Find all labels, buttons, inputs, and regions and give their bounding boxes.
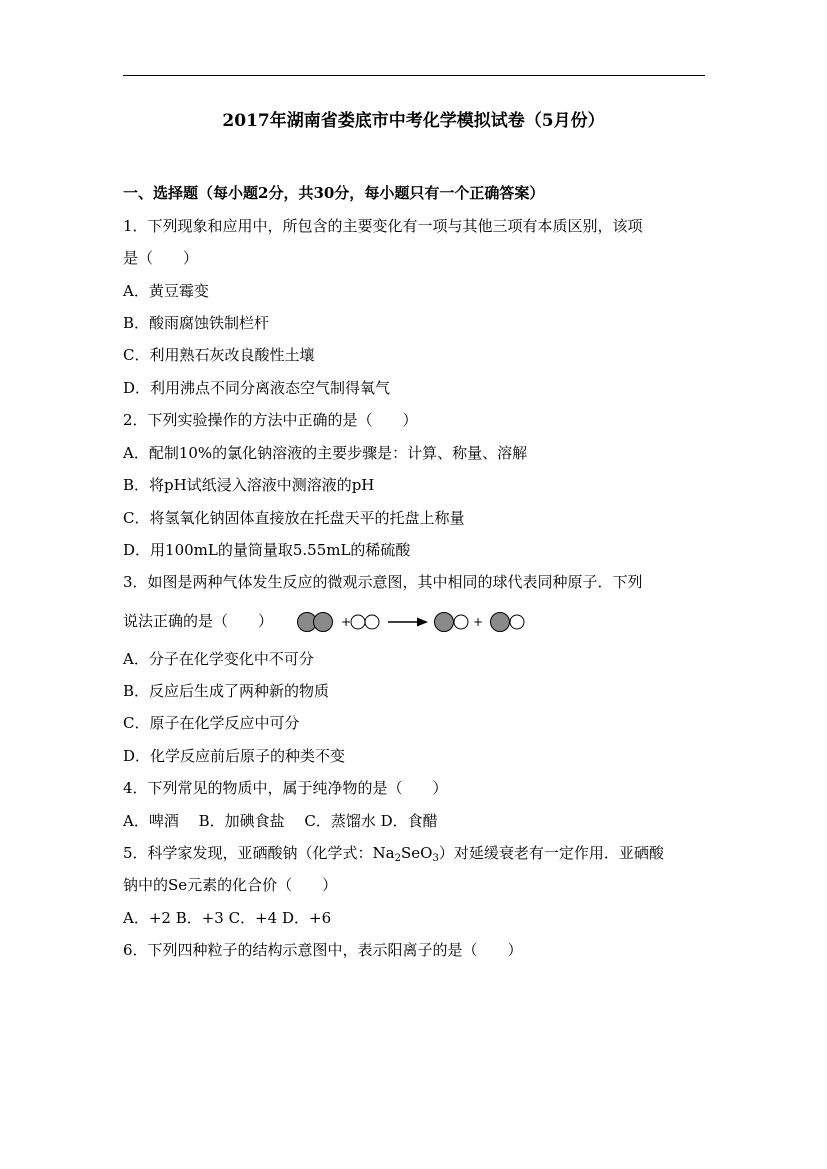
- reaction-diagram: [296, 611, 528, 633]
- product1-atom-white: [454, 615, 468, 629]
- q5-subscript-2: 3: [432, 853, 439, 864]
- page-title: 2017年湖南省娄底市中考化学模拟试卷（5月份）: [222, 111, 605, 131]
- q2-stem: 2．下列实验操作的方法中正确的是（ ）: [123, 411, 418, 429]
- q3-option-d: D．化学反应前后原子的种类不变: [123, 747, 346, 765]
- q4-options: A．啤酒 B．加碘食盐 C．蒸馏水 D．食醋: [123, 812, 438, 830]
- q5-subscript-1: 2: [394, 853, 401, 864]
- q3-stem-line1: 3．如图是两种气体发生反应的微观示意图，其中相同的球代表同种原子．下列: [123, 573, 643, 591]
- q1-option-c: C．利用熟石灰改良酸性土壤: [123, 346, 315, 364]
- reactant2-atom1: [351, 615, 365, 629]
- q1-stem-line2: 是（ ）: [123, 249, 199, 267]
- reaction-arrow-head: [417, 618, 428, 627]
- q3-option-b: B．反应后生成了两种新的物质: [123, 682, 330, 700]
- q3-stem-line2: 说法正确的是（ ）: [123, 612, 274, 630]
- q1-option-d: D．利用沸点不同分离液态空气制得氧气: [123, 379, 391, 397]
- q5-stem-part2: SeO: [401, 844, 433, 862]
- section-heading: 一、选择题（每小题2分，共30分，每小题只有一个正确答案）: [123, 184, 545, 202]
- q1-option-a: A．黄豆霉变: [123, 282, 209, 300]
- q2-option-c: C．将氢氧化钠固体直接放在托盘天平的托盘上称量: [123, 509, 465, 527]
- product1-atom-gray: [435, 613, 454, 632]
- q5-options: A．+2 B．+3 C．+4 D．+6: [123, 909, 332, 927]
- q3-option-c: C．原子在化学反应中可分: [123, 714, 300, 732]
- product2-atom-gray: [491, 613, 510, 632]
- plus-sign-1: +: [341, 615, 352, 629]
- q2-option-b: B．将pH试纸浸入溶液中测溶液的pH: [123, 476, 375, 494]
- header-rule: [123, 75, 705, 76]
- plus-sign-2: +: [473, 615, 484, 629]
- q4-stem: 4．下列常见的物质中，属于纯净物的是（ ）: [123, 779, 448, 797]
- q6-stem: 6．下列四种粒子的结构示意图中，表示阳离子的是（ ）: [123, 941, 523, 959]
- reactant2-atom2: [365, 615, 379, 629]
- q5-stem-part1: 5．科学家发现，亚硒酸钠（化学式：Na: [123, 844, 395, 862]
- q5-stem-line1: [123, 842, 664, 870]
- q2-option-a: A．配制10%的氯化钠溶液的主要步骤是：计算、称量、溶解: [123, 444, 528, 462]
- q5-stem-line2: 钠中的Se元素的化合价（ ）: [123, 876, 338, 894]
- product2-atom-white: [510, 615, 524, 629]
- q3-option-a: A．分子在化学变化中不可分: [123, 650, 314, 668]
- q2-option-d: D．用100mL的量筒量取5.55mL的稀硫酸: [123, 541, 411, 559]
- q1-option-b: B．酸雨腐蚀铁制栏杆: [123, 314, 270, 332]
- q1-stem-line1: 1．下列现象和应用中，所包含的主要变化有一项与其他三项有本质区别，该项: [123, 217, 643, 235]
- q5-stem-part3: ）对延缓衰老有一定作用．亚硒酸: [438, 844, 664, 862]
- reactant1-atom2: [314, 613, 333, 632]
